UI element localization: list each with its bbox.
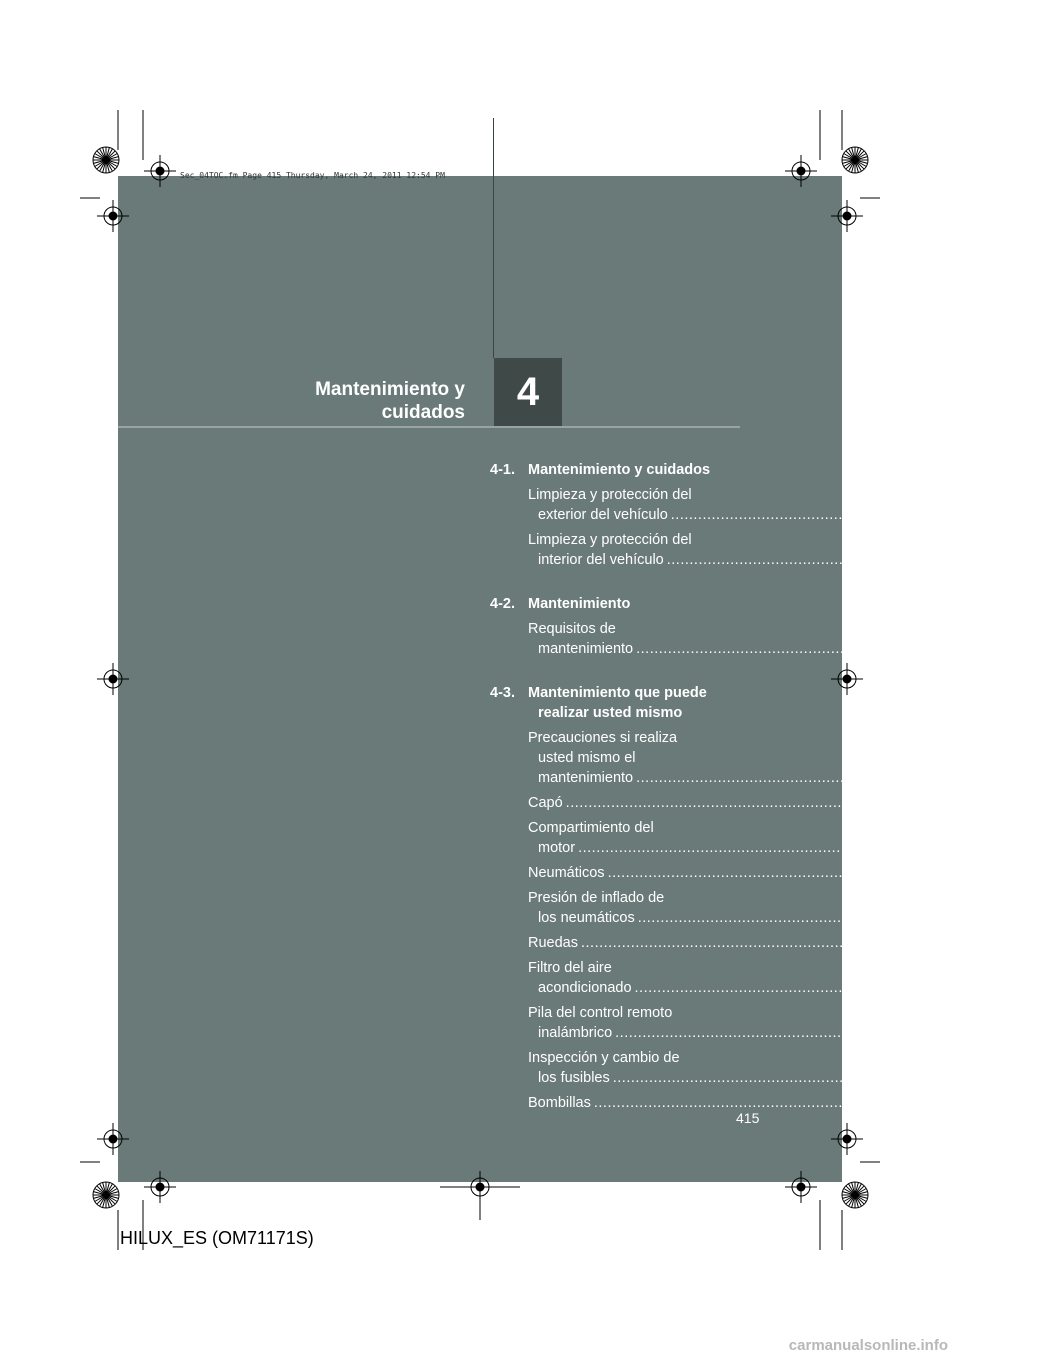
toc-entry-page: 463 <box>978 1070 1003 1086</box>
toc-entry-page: 479 <box>959 1095 984 1111</box>
chapter-title-line-2: cuidados <box>381 402 465 423</box>
toc-entry-page: 458 <box>999 980 1025 996</box>
toc-entry-label: Capó <box>528 795 563 811</box>
toc-entry-label: mantenimiento <box>538 770 634 786</box>
toc-entry-line: Precauciones si realiza <box>528 730 678 746</box>
dot-leader: ................................................................................ <box>634 980 997 996</box>
toc-entry-label: acondicionado <box>538 980 632 996</box>
dot-leader: ................................................................................ <box>637 910 1001 926</box>
toc-entry-line: Requisitos de <box>528 621 616 637</box>
toc-entry-line: Limpieza y protección del <box>528 487 692 503</box>
toc-entry-label: Ruedas <box>528 935 578 951</box>
toc-section-title-line: realizar usted mismo <box>538 705 683 721</box>
dot-leader: ................................................................................ <box>666 552 1030 568</box>
toc-entry-page: 416 <box>1036 507 1060 523</box>
dot-leader: ................................................................................ <box>636 641 999 657</box>
dot-leader: ................................................................................ <box>670 507 1034 523</box>
toc-entry-line: Compartimiento del <box>528 820 654 836</box>
dot-leader: ................................................................................ <box>593 1095 957 1111</box>
toc-section-title-line: Mantenimiento que puede <box>528 685 707 701</box>
toc-section-number: 4-1. <box>490 462 515 478</box>
toc-entry-line: Presión de inflado de <box>528 890 665 906</box>
toc-entry-label: Neumáticos <box>528 865 605 881</box>
watermark: carmanualsonline.info <box>788 1337 948 1354</box>
dot-leader: ................................................................................ <box>636 770 999 786</box>
toc-entry-page: 460 <box>980 1025 1005 1041</box>
dot-leader: ................................................................................ <box>580 935 944 951</box>
toc-entry-page: 428 <box>1001 770 1026 786</box>
toc-entry-page: 450 <box>972 865 998 881</box>
chapter-number: 4 <box>516 369 540 414</box>
toc-section-title-line: Mantenimiento y cuidados <box>528 462 711 478</box>
toc-entry-label: Bombillas <box>528 1095 591 1111</box>
dot-leader: ................................................................................ <box>612 1070 976 1086</box>
toc-entry-line: usted mismo el <box>538 750 636 766</box>
dot-leader: ................................................................................ <box>565 795 928 811</box>
toc-entry-label: los fusibles <box>538 1070 610 1086</box>
toc-section-number: 4-2. <box>490 596 515 612</box>
toc-entry-page: 434 <box>943 840 968 856</box>
chapter-title-line-1: Mantenimiento y <box>315 379 465 400</box>
toc-entry-label: motor <box>538 840 576 856</box>
file-stamp: Sec_04TOC.fm Page 415 Thursday, March 24, 2011 12:54 PM <box>180 171 445 180</box>
toc-entry-line: Pila del control remoto <box>528 1005 673 1021</box>
page-number: 415 <box>736 1110 760 1126</box>
dot-leader: ................................................................................ <box>578 840 941 856</box>
toc-entry-page: 432 <box>930 795 956 811</box>
dot-leader: ................................................................................ <box>607 865 970 881</box>
toc-entry-page: 420 <box>1032 552 1057 568</box>
toc-entry-label: interior del vehículo <box>538 552 664 568</box>
toc-entry-page: 424 <box>1001 641 1026 657</box>
footer-model-code: HILUX_ES (OM71171S) <box>120 1228 314 1248</box>
toc-entry-line: Filtro del aire <box>528 960 612 976</box>
toc-section-number: 4-3. <box>490 685 515 701</box>
toc-entry-label: mantenimiento <box>538 641 634 657</box>
toc-entry-line: Limpieza y protección del <box>528 532 692 548</box>
toc-entry-page: 456 <box>946 935 971 951</box>
toc-entry-page: 454 <box>1003 910 1028 926</box>
toc-entry-label: inalámbrico <box>538 1025 613 1041</box>
dot-leader: ................................................................................ <box>615 1025 978 1041</box>
toc-entry-label: exterior del vehículo <box>538 507 668 523</box>
toc-entry-label: los neumáticos <box>538 910 635 926</box>
toc-entry-line: Inspección y cambio de <box>528 1050 680 1066</box>
toc-section-title-line: Mantenimiento <box>528 596 631 612</box>
